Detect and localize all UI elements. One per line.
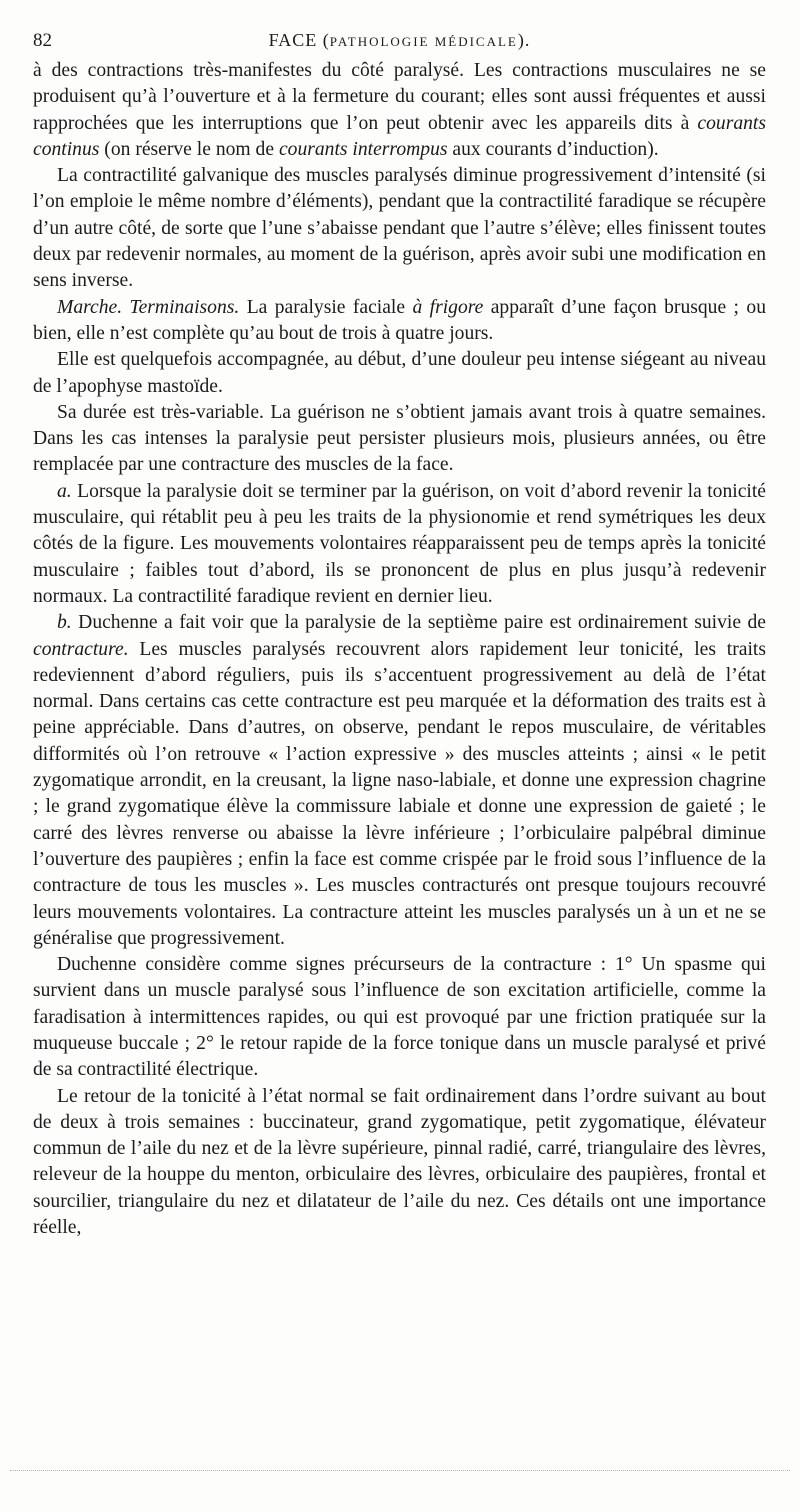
- italic-span: Marche. Terminaisons.: [57, 296, 240, 318]
- paragraph: [33, 58, 766, 163]
- italic-span: courants continus: [33, 112, 766, 160]
- italic-span: à frigore: [412, 296, 484, 318]
- body-text: [33, 58, 766, 1241]
- text-span: Lorsque la paralysie doit se terminer par la guérison, on voit d’abord revenir la tonicité musculaire, qui rétablit peu à peu les traits de la physionomie et rend symétriques les deux côtés de la figure. Les mouvements volontaires réapparaissent peu de temps après la tonicité musculaire ; faibles tout d’abord, ils se prononcent de plus en plus jusqu’à redevenir normaux. La contractilité faradique revient en dernier lieu.: [33, 480, 766, 607]
- paragraph: [33, 610, 766, 952]
- scan-bottom-edge: [10, 1470, 790, 1472]
- text-span: Duchenne a fait voir que la paralysie de la septième paire est ordinairement suivie de: [71, 612, 766, 634]
- page-number: 82: [33, 30, 52, 51]
- paragraph: Le retour de la tonicité à l’état normal se fait ordinairement dans l’ordre suivant au bout de deux à trois semaines : buccinateur, grand zygomatique, petit zygomatique, élévateur commun de l’aile du nez et de la lèvre supérieure, pinnal radié, carré, triangulaire des lèvres, releveur de la houppe du menton, orbiculaire des lèvres, orbiculaire des paupières, frontal et sourcilier, triangulaire du nez et dilatateur de l’aile du nez. Ces détails ont une importance réelle,: [33, 1085, 766, 1239]
- italic-span: a.: [57, 480, 72, 502]
- italic-span: contracture.: [33, 638, 129, 660]
- paragraph: [33, 479, 766, 610]
- text-span: à des contractions très-manifestes du côté paralysé. Les contractions musculaires ne se produisent qu’à l’ouverture et à la fermeture du courant; elles sont aussi fréquentes et aussi rapprochées que les interruptions que l’on peut obtenir avec les appareils dits à: [33, 60, 766, 134]
- page-header: [33, 28, 766, 58]
- running-title-smallcaps: PATHOLOGIE MÉDICALE: [329, 34, 518, 49]
- paragraph: Sa durée est très-variable. La guérison ne s’obtient jamais avant trois à quatre semaines. Dans les cas intenses la paralysie peut persister plusieurs mois, plusieurs années, ou être remplacée par une contracture des muscles de la face.: [33, 401, 766, 476]
- paragraph: [33, 295, 766, 348]
- book-page: [33, 28, 766, 1241]
- paragraph: La contractilité galvanique des muscles paralysés diminue progressivement d’intensité (si l’on emploie le même nombre d’éléments), pendant que la contractilité faradique se récupère d’un autre côté, de sorte que l’une s’abaisse pendant que l’autre s’élève; elles finissent toutes deux par redevenir normales, au moment de la guérison, après avoir subi une modification en sens inverse.: [33, 165, 766, 292]
- text-span: (on réserve le nom de: [99, 138, 279, 160]
- text-span: La paralysie faciale: [239, 296, 413, 318]
- running-title-end: ).: [517, 30, 531, 50]
- text-span: Les muscles paralysés recouvrent alors rapidement leur tonicité, les traits redeviennent d’abord réguliers, puis ils s’accentuent progressivement au delà de l’état normal. Dans certains cas cette contracture est peu marquée et la déformation des traits est à peine appréciable. Dans d’autres, on observe, pendant le repos musculaire, de véritables difformités où l’on retrouve « l’action expressive » des muscles atteints ; ainsi « le petit zygomatique arrondit, en la creusant, la ligne naso-labiale, et donne une expression chagrine ; le grand zygomatique élève la commissure labiale et donne une expression de gaieté ; le carré des lèvres renverse ou abaisse la lèvre inférieure ; l’orbiculaire palpébral diminue l’ouverture des paupières ; enfin la face est comme crispée par le froid sous l’influence de la contracture de tous les muscles ». Les muscles contracturés ont presque toujours recouvré leurs mouvements volontaires. La contracture atteint les muscles paralysés un à un et ne se généralise que progressivement.: [33, 638, 766, 949]
- paragraph: Elle est quelquefois accompagnée, au début, d’une douleur peu intense siégeant au niveau de l’apophyse mastoïde.: [33, 349, 766, 397]
- paragraph: Duchenne considère comme signes précurseurs de la contracture : 1° Un spasme qui survient dans un muscle paralysé sous l’influence de son excitation artificielle, comme la faradisation à intermittences rapides, ou qui est provoqué par une friction pratiquée sur la muqueuse buccale ; 2° le retour rapide de la force tonique dans un muscle paralysé et privé de sa contractilité électrique.: [33, 954, 766, 1081]
- text-span: aux courants d’induction).: [447, 138, 659, 160]
- italic-span: courants interrompus: [278, 138, 448, 160]
- italic-span: b.: [57, 612, 72, 634]
- running-title-main: FACE (: [268, 30, 330, 50]
- running-title: [33, 30, 766, 51]
- text-span: apparaît d’une façon brusque ; ou bien, elle n’est complète qu’au bout de trois à quatre jours.: [33, 296, 766, 344]
